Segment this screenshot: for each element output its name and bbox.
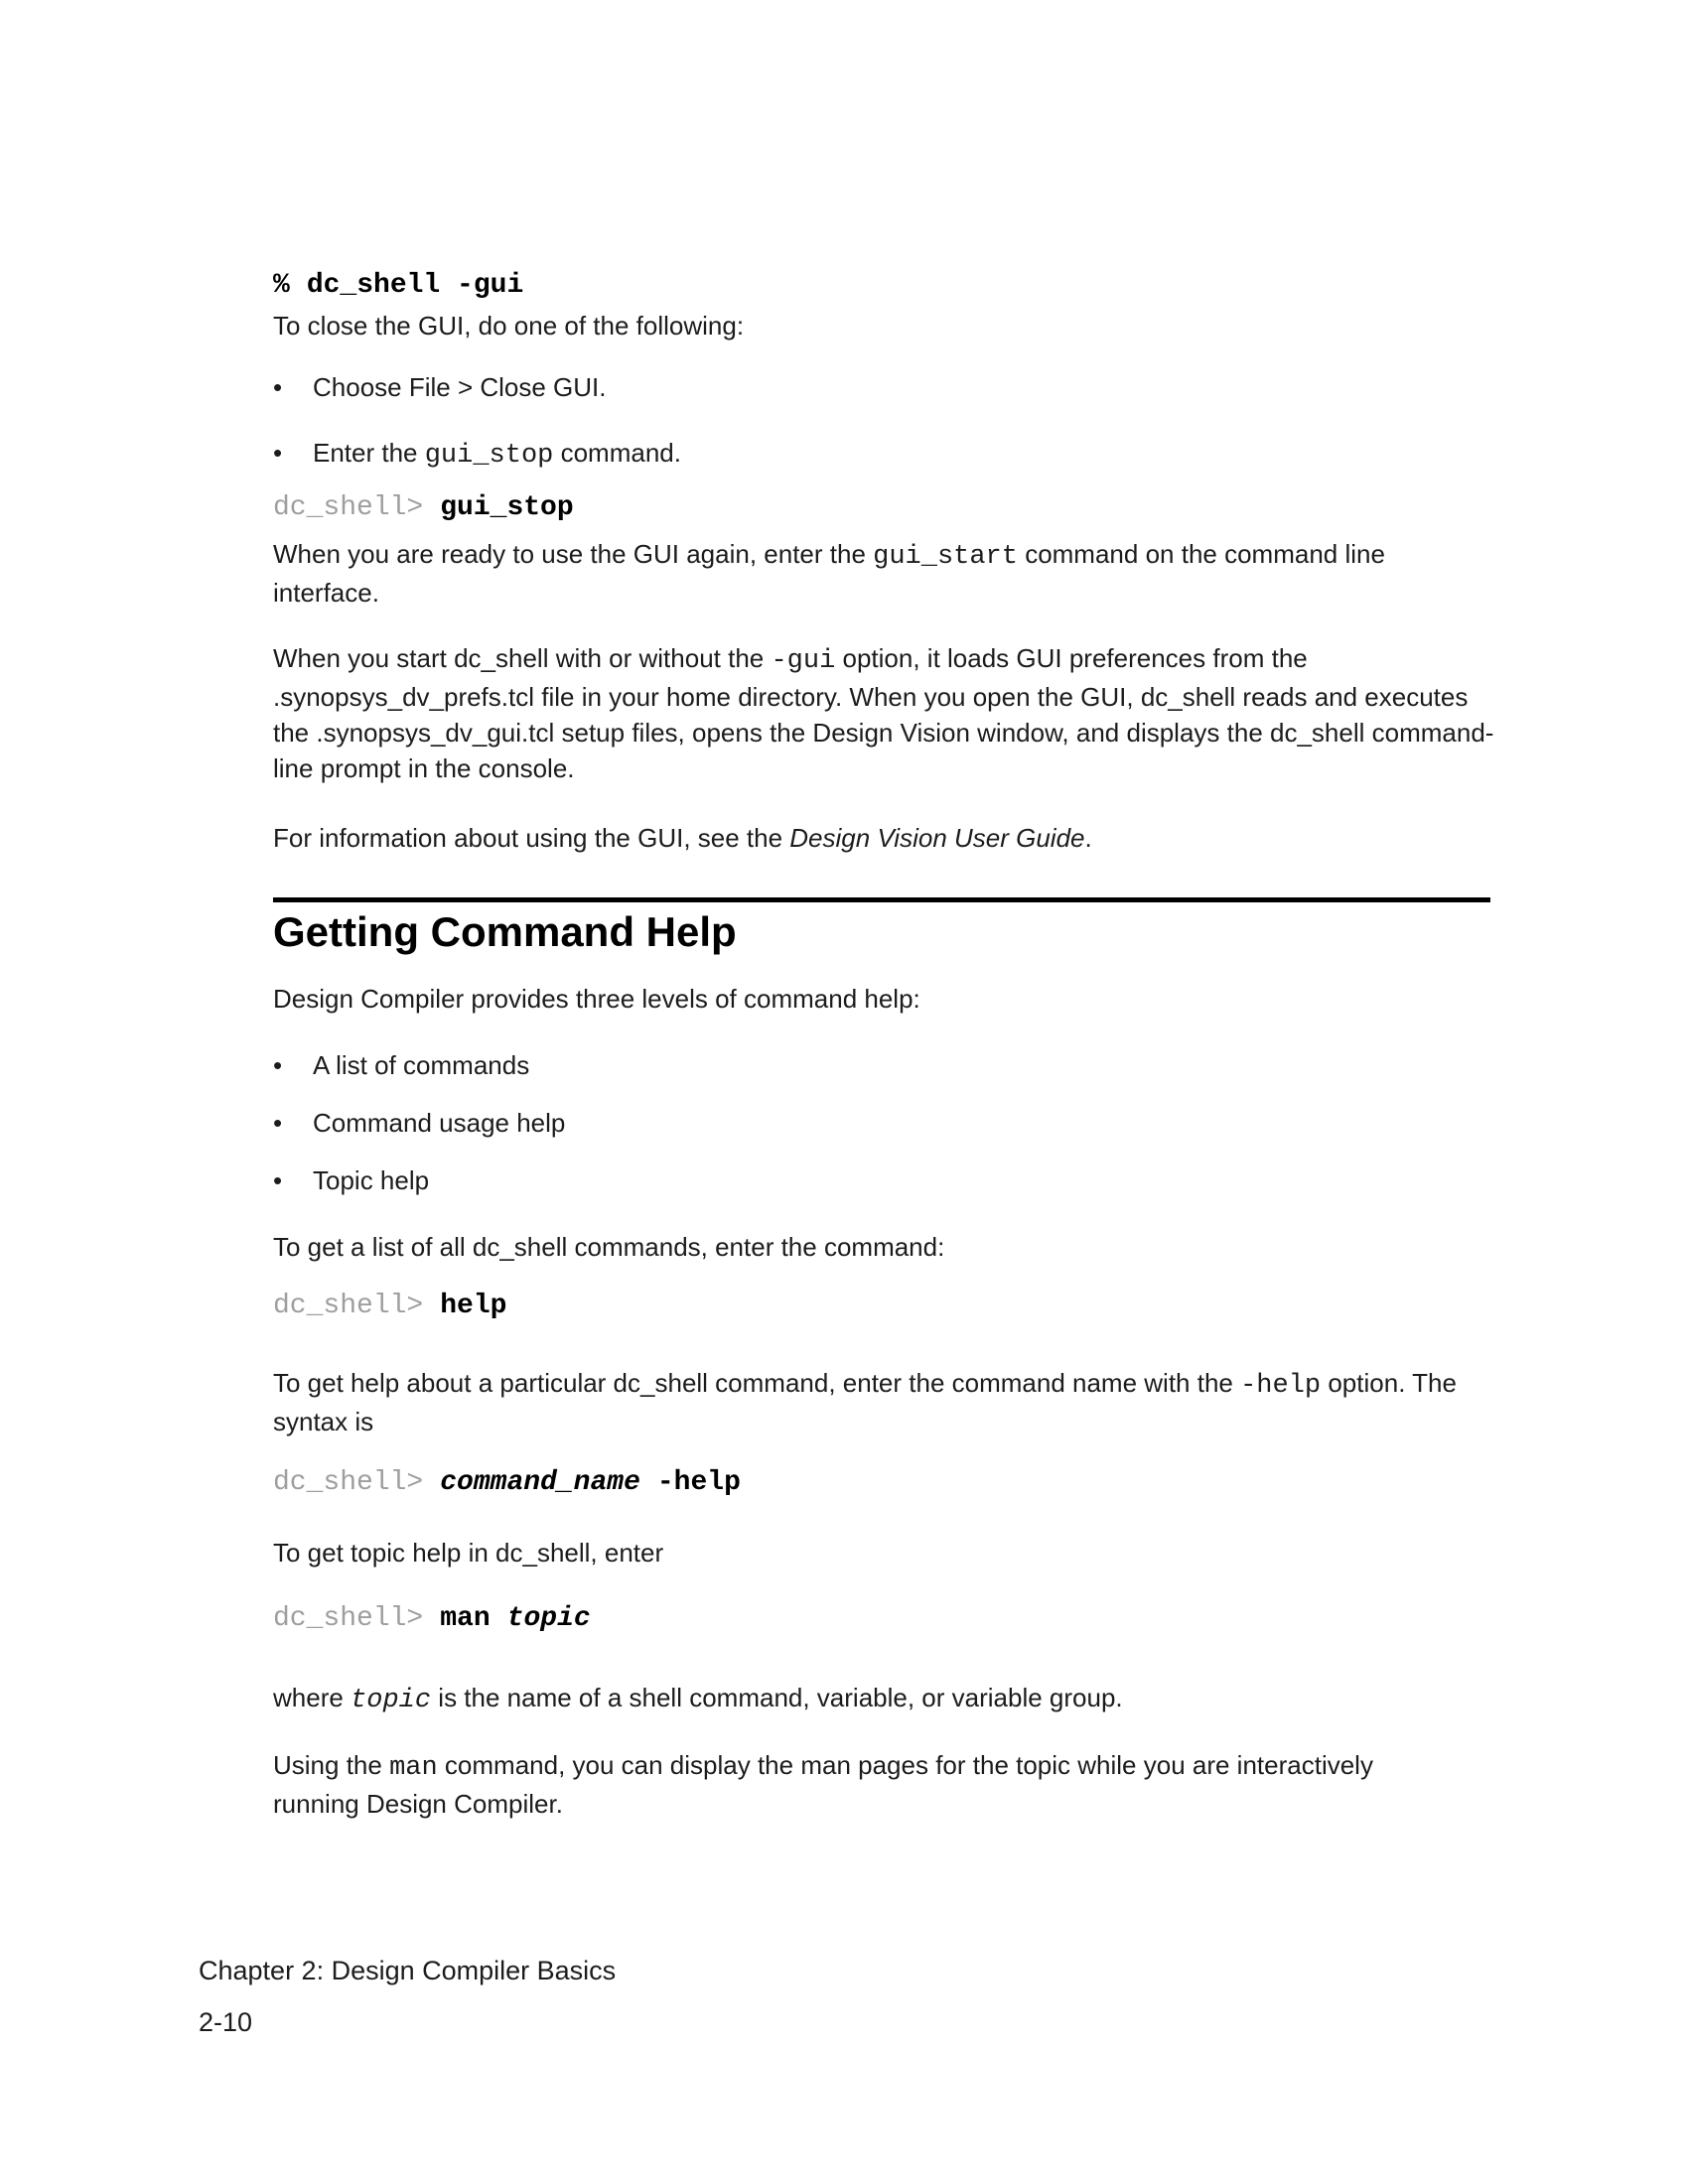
paragraph-text-post: command on the command line interface. [273, 539, 1385, 608]
section-heading: Getting Command Help [273, 908, 737, 955]
paragraph-text-post: option, it loads GUI preferences from the .synopsys_dv_prefs.tcl file in your home directory. When you open the GUI, dc_shell reads and executes the .synopsys_dv_gui.tcl setup files, opens the Design Vision window, and displays the dc_shell command-line prompt in the console. [273, 643, 1494, 783]
bullet-icon [273, 1047, 313, 1083]
code-line-gui-stop [273, 490, 574, 526]
paragraph-close-gui [273, 308, 1496, 343]
code-line-command-name-help [273, 1465, 741, 1501]
bullet-icon [273, 1162, 313, 1198]
inline-code: topic [351, 1686, 432, 1715]
paragraph-text-pre: where [273, 1683, 352, 1712]
paragraph-levels [273, 981, 1496, 1017]
bullet-icon [273, 369, 313, 405]
paragraph-help-option [273, 1365, 1465, 1439]
paragraph-text-post: . [1084, 823, 1092, 853]
bullet-text-pre: Enter the [313, 438, 425, 468]
paragraph-text-pre: For information about using the GUI, see the [273, 823, 790, 853]
inline-code: gui_stop [424, 441, 554, 471]
paragraph-topic-help [273, 1535, 1496, 1570]
paragraph-where-topic [273, 1680, 1496, 1718]
footer-chapter: Chapter 2: Design Compiler Basics [199, 1956, 617, 1985]
command-text: help [440, 1291, 507, 1321]
bullet-item-choose-file [273, 369, 1496, 405]
paragraph-text: Design Compiler provides three levels of command help: [273, 984, 920, 1014]
inline-code: gui_start [873, 542, 1018, 572]
paragraph-gui-start [273, 536, 1415, 611]
bullet-item-list-of-commands [273, 1047, 1496, 1083]
command-argument: topic [506, 1603, 591, 1634]
paragraph-text-post: command, you can display the man pages for the topic while you are interactively running Design Compiler. [273, 1750, 1373, 1819]
command-text: gui_stop [440, 492, 574, 523]
paragraph-prefs [273, 640, 1496, 786]
command-argument: command_name [440, 1467, 640, 1498]
bullet-text: Topic help [313, 1165, 430, 1195]
inline-code: -gui [771, 646, 836, 676]
paragraph-text-pre: Using the [273, 1750, 390, 1780]
shell-prompt-symbol: % [273, 270, 290, 301]
footer-page-number: 2-10 [199, 2007, 253, 2037]
paragraph-text-post: option. The syntax is [273, 1368, 1457, 1436]
command-text: man [440, 1603, 491, 1634]
shell-prompt: dc_shell> [273, 1603, 424, 1634]
paragraph-list-commands [273, 1229, 1496, 1265]
code-line-help [273, 1289, 506, 1324]
bullet-item-gui-stop [273, 435, 1496, 474]
command-text: dc_shell -gui [306, 270, 524, 301]
bullet-text [313, 435, 681, 474]
command-flag: -help [656, 1467, 741, 1498]
paragraph-text-post: is the name of a shell command, variable, or variable group. [431, 1683, 1123, 1712]
book-title: Design Vision User Guide [789, 823, 1085, 853]
bullet-icon [273, 1105, 313, 1141]
bullet-text-post: command. [553, 438, 681, 468]
paragraph-text-pre: To get help about a particular dc_shell command, enter the command name with the [273, 1368, 1241, 1398]
paragraph-see-guide [273, 820, 1496, 856]
bullet-text: A list of commands [313, 1050, 530, 1080]
inline-code: -help [1240, 1371, 1322, 1401]
shell-prompt: dc_shell> [273, 1467, 424, 1498]
bullet-item-topic-help [273, 1162, 1496, 1198]
paragraph-text-pre: When you are ready to use the GUI again, enter the [273, 539, 874, 569]
code-line-start-gui [273, 268, 523, 304]
inline-code: man [389, 1753, 438, 1783]
section-rule [273, 897, 1490, 902]
bullet-icon [273, 435, 313, 471]
code-line-man-topic [273, 1601, 591, 1637]
paragraph-text: To get a list of all dc_shell commands, enter the command: [273, 1232, 945, 1262]
paragraph-text: To close the GUI, do one of the following: [273, 311, 745, 341]
bullet-text: Choose File > Close GUI. [313, 372, 607, 402]
paragraph-text-pre: When you start dc_shell with or without the [273, 643, 772, 673]
bullet-item-command-usage-help [273, 1105, 1496, 1141]
bullet-text: Command usage help [313, 1108, 566, 1138]
shell-prompt: dc_shell> [273, 1291, 424, 1321]
paragraph-using-man [273, 1747, 1425, 1822]
paragraph-text: To get topic help in dc_shell, enter [273, 1538, 664, 1568]
shell-prompt: dc_shell> [273, 492, 424, 523]
